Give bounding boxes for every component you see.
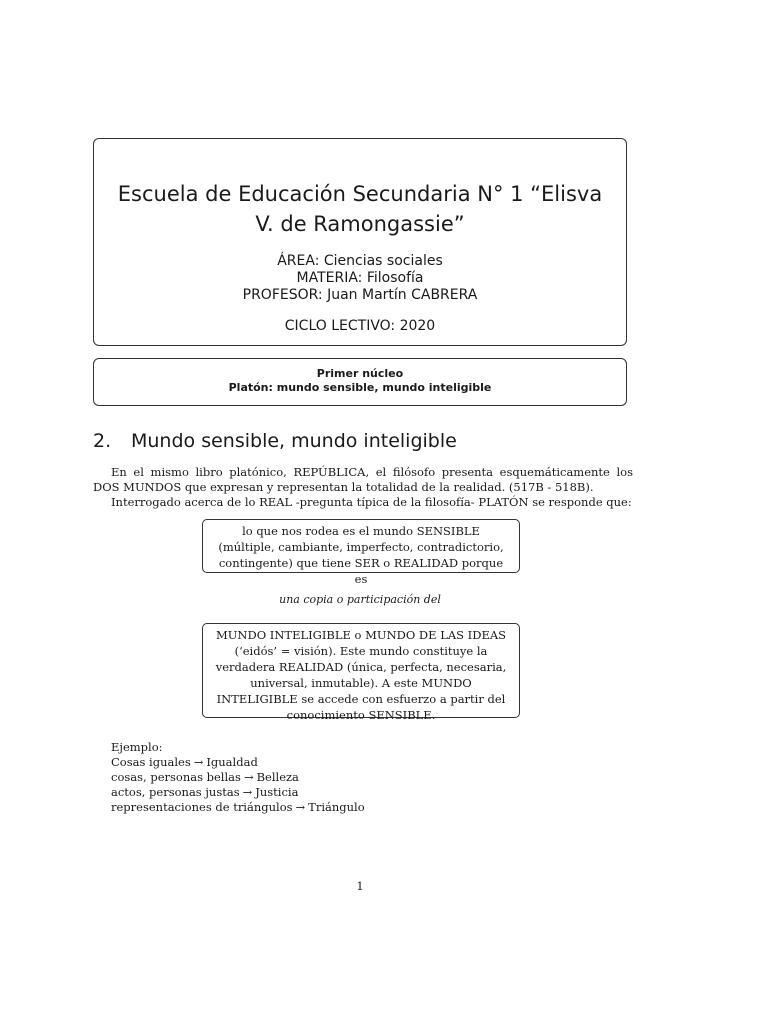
arrow-icon: → [242, 785, 253, 799]
nucleo-subtitle: Platón: mundo sensible, mundo inteligible [228, 381, 492, 394]
header-box [93, 138, 627, 346]
section-heading [93, 430, 457, 452]
list-item: actos, personas justas → Justicia [111, 785, 299, 799]
sensible-world-box: lo que nos rodea es el mundo SENSIBLE (múltiple, cambiante, imperfecto, contradictorio, contingente) que tiene SER o REALIDAD porque es [202, 519, 520, 573]
list-item: cosas, personas bellas → Belleza [111, 770, 299, 784]
course-info [94, 253, 626, 304]
school-title: Escuela de Educación Secundaria N° 1 “Elisva V. de Ramongassie” [117, 182, 603, 236]
connector-text: una copia o participación del [279, 593, 441, 606]
example-list [111, 740, 365, 815]
list-item: Cosas iguales → Igualdad [111, 755, 258, 769]
materia-line: MATERIA: Filosofía [296, 270, 424, 286]
nucleo-box [93, 358, 627, 406]
profesor-line: PROFESOR: Juan Martín CABRERA [242, 287, 478, 303]
intro-paragraph: En el mismo libro platónico, REPÚBLICA, el filósofo presenta esquemáticamente los DOS MUNDOS que expresan y representan la totalidad de la realidad. (517B - 518B). [93, 465, 633, 494]
arrow-icon: → [243, 770, 254, 784]
example-label: Ejemplo: [111, 740, 163, 754]
section-number: 2. [93, 430, 112, 452]
page-number: 1 [356, 879, 364, 893]
area-line: ÁREA: Ciencias sociales [277, 253, 443, 269]
nucleo-title: Primer núcleo [316, 367, 404, 380]
arrow-icon: → [193, 755, 204, 769]
arrow-icon: → [295, 800, 306, 814]
question-paragraph: Interrogado acerca de lo REAL -pregunta típica de la filosofía- PLATÓN se responde que: [111, 495, 632, 509]
list-item: representaciones de triángulos → Triángulo [111, 800, 365, 814]
intelligible-world-box: MUNDO INTELIGIBLE o MUNDO DE LAS IDEAS (‘eidós’ = visión). Este mundo constituye la verdadera REALIDAD (única, perfecta, necesaria, universal, inmutable). A este MUNDO INTELIGIBLE se accede con esfuerzo a partir del conocimiento SENSIBLE. [202, 623, 520, 718]
section-title: Mundo sensible, mundo inteligible [131, 430, 457, 452]
ciclo-line: CICLO LECTIVO: 2020 [284, 318, 436, 334]
